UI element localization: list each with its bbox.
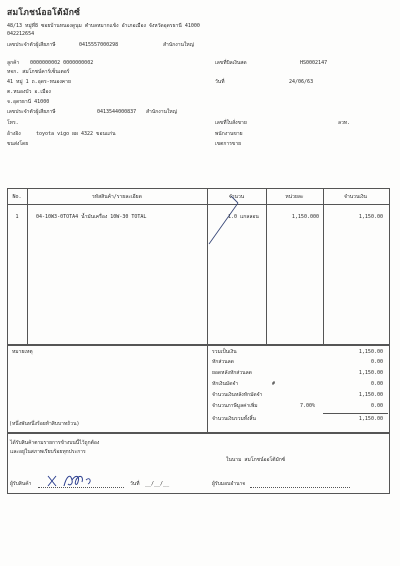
customer-phone-label: โทร. xyxy=(7,120,19,126)
receiver-label: ผู้รับสินค้า xyxy=(10,481,32,487)
customer-name: หจก. สมโภชน์คาร์เซ็นเตอร์ xyxy=(7,69,70,75)
summary-extra-deposit: # xyxy=(272,381,276,387)
customer-ref-label: อ้างอิง xyxy=(7,131,21,137)
col-header-no: No. xyxy=(12,194,22,200)
row-description: 04-10W3-0TOTA4 น้ำมันเครื่อง 10W-30 TOTAL xyxy=(36,214,147,220)
doc-number: HS0002147 xyxy=(300,60,328,66)
doc-salesman-label: พนักงานขาย xyxy=(215,131,243,137)
summary-label-vat: จำนวนภาษีมูลค่าเพิ่ม xyxy=(212,403,258,409)
doc-terms-label: เขตการขาย xyxy=(215,141,242,147)
row-amount: 1,150.00 xyxy=(358,214,383,220)
authorized-sign-line xyxy=(250,487,350,488)
summary-label-after-deposit: จำนวนเงินหลังหักมัดจำ xyxy=(212,392,263,398)
doc-order-label: เลขที่ใบสั่งขาย xyxy=(215,120,247,126)
col-header-description: รหัสสินค้า/รายละเอียด xyxy=(92,194,142,200)
company-phone: 042212654 xyxy=(7,31,35,37)
customer-ref-value: toyota vigo ผผ 4322 ขอนแก่น xyxy=(36,131,116,137)
customer-address-1: 41 หมู่ 1 ถ.อุดร-หนองคาย xyxy=(7,79,71,85)
amount-in-words: (หนึ่งพันหนึ่งร้อยห้าสิบบาทถ้วน) xyxy=(9,421,80,427)
row-no: 1 xyxy=(15,214,19,220)
doc-order-right-label: ลวท. xyxy=(338,120,351,126)
customer-address-2: ต.หนองบัว อ.เมือง xyxy=(7,89,51,95)
on-behalf-label: ในนาม สมโภชน์ออโต้มักซ์ xyxy=(226,457,286,463)
authorized-label: ผู้รับมอบอำนาจ xyxy=(212,481,246,487)
col-header-price: หน่วยละ xyxy=(285,194,304,200)
customer-label: ลูกค้า xyxy=(7,60,20,66)
customer-tax-id: 0413544000837 xyxy=(97,109,137,115)
company-name: สมโภชน์ออโต้มักซ์ xyxy=(7,8,81,18)
summary-divider xyxy=(207,344,208,432)
company-branch: สำนักงานใหญ่ xyxy=(163,42,194,48)
total-divider xyxy=(323,413,388,414)
company-tax-id: 0415557000298 xyxy=(79,42,119,48)
summary-value-total: 1,150.00 xyxy=(358,416,383,422)
summary-extra-vat: 7.00% xyxy=(300,403,316,409)
summary-label-after-discount: ยอดหลังหักส่วนลด xyxy=(212,370,252,376)
summary-label-deposit: หักเงินมัดจำ xyxy=(212,381,239,387)
summary-value-discount: 0.00 xyxy=(370,359,383,365)
customer-branch: สำนักงานใหญ่ xyxy=(146,109,177,115)
col-header-amount: จำนวนเงิน xyxy=(344,194,367,200)
doc-date-label: วันที่ xyxy=(215,79,225,85)
doc-number-label: เลขที่บิลเงินสด xyxy=(215,60,247,66)
customer-code: 0000000002 0000000002 xyxy=(30,60,94,66)
summary-label-subtotal: รวมเป็นเงิน xyxy=(212,349,237,355)
summary-label-discount: หักส่วนลด xyxy=(212,359,234,365)
handwritten-signature xyxy=(46,470,106,492)
received-line-2: และอยู่ในสภาพเรียบร้อยทุกประการ xyxy=(10,449,86,455)
doc-date: 24/06/63 xyxy=(289,79,314,85)
receive-date-blank: __/__/__ xyxy=(145,481,170,487)
company-tax-label: เลขประจำตัวผู้เสียภาษี xyxy=(7,42,56,48)
summary-value-vat: 0.00 xyxy=(370,403,383,409)
summary-value-after-deposit: 1,150.00 xyxy=(358,392,383,398)
customer-address-3: จ.อุดรธานี 41000 xyxy=(7,99,50,105)
remark-label: หมายเหตุ xyxy=(12,349,33,355)
customer-tax-label: เลขประจำตัวผู้เสียภาษี xyxy=(7,109,56,115)
customer-ship-label: ขนส่งโดย xyxy=(7,141,29,147)
summary-value-after-discount: 1,150.00 xyxy=(358,370,383,376)
received-line-1: ได้รับสินค้าตามรายการข้างบนนี้ไว้ถูกต้อง xyxy=(10,440,100,446)
summary-value-deposit: 0.00 xyxy=(370,381,383,387)
row-price: 1,150.000 xyxy=(291,214,319,220)
receive-date-label: วันที่ xyxy=(130,481,140,487)
summary-value-subtotal: 1,150.00 xyxy=(358,349,383,355)
col-header-qty: จำนวน xyxy=(228,194,245,200)
company-address: 48/13 หมู่ที่8 ซอยบ้านหนองดูนุม ตำบลหมากแข้ง อำเภอเมือง จังหวัดอุดรธานี 41000 xyxy=(7,23,200,29)
summary-label-total: จำนวนเงินรวมทั้งสิ้น xyxy=(212,416,256,422)
row-qty: 1.0 แกลลอน xyxy=(228,214,259,220)
